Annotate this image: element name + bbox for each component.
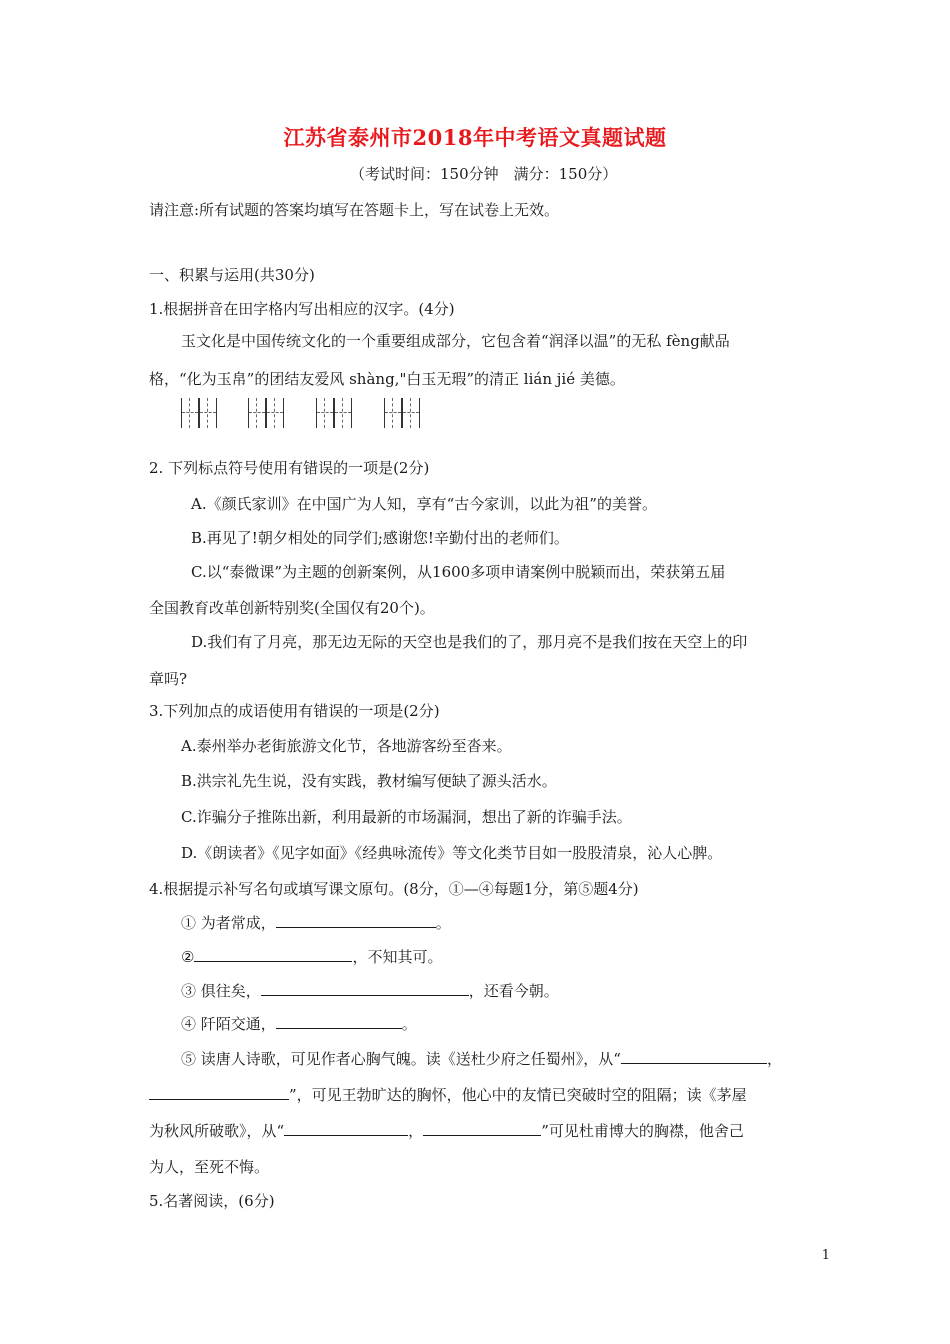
answer-blank[interactable]	[149, 1085, 289, 1100]
q4-item-2: ② ，不知其可。	[181, 948, 443, 966]
q5-stem: 5.名著阅读，(6分)	[149, 1192, 275, 1210]
q4-stem: 4.根据提示补写名句或填写课文原句。(8分，①—④每题1分，第⑤题4分)	[149, 880, 639, 898]
answer-blank[interactable]	[194, 947, 352, 962]
answer-blank[interactable]	[621, 1049, 767, 1064]
q1-stem: 1.根据拼音在田字格内写出相应的汉字。(4分)	[149, 300, 455, 318]
notice: 请注意:所有试题的答案均填写在答题卡上，写在试卷上无效。	[149, 201, 560, 219]
tianzige-box-1[interactable]	[181, 398, 218, 430]
q2-option-a: A.《颜氏家训》在中国广为人知，享有“古今家训，以此为祖”的美誉。	[191, 495, 657, 513]
answer-blank[interactable]	[423, 1121, 541, 1136]
q2-option-d-line-1: D.我们有了月亮，那无边无际的天空也是我们的了，那月亮不是我们按在天空上的印	[191, 633, 748, 651]
answer-blank[interactable]	[284, 1121, 408, 1136]
q4-item-3: ③ 俱往矣， ，还看今朝。	[181, 982, 559, 1000]
q1-text-line-1: 玉文化是中国传统文化的一个重要组成部分，它包含着“润泽以温”的无私 fèng献品	[181, 332, 730, 350]
q3-stem: 3.下列加点的成语使用有错误的一项是(2分)	[149, 702, 440, 720]
tianzige-box-2[interactable]	[248, 398, 285, 430]
answer-blank[interactable]	[276, 1014, 402, 1029]
q2-option-c-line-2: 全国教育改革创新特别奖(全国仅有20个)。	[149, 599, 435, 617]
q3-option-c: C.诈骗分子推陈出新，利用最新的市场漏洞，想出了新的诈骗手法。	[181, 808, 632, 826]
page-title: 江苏省泰州市2018年中考语文真题试题	[283, 125, 667, 150]
tianzige-box-3[interactable]	[316, 398, 353, 430]
q2-option-b: B.再见了!朝夕相处的同学们;感谢您!辛勤付出的老师们。	[191, 529, 569, 547]
answer-blank[interactable]	[261, 981, 469, 996]
q1-text-line-2: 格，“化为玉帛”的团结友爱风 shàng,"白玉无瑕”的清正 lián jié 美德。	[149, 370, 625, 388]
q4-item-4: ④ 阡陌交通， 。	[181, 1015, 417, 1033]
q3-option-d: D.《朗读者》《见字如面》《经典咏流传》等文化类节目如一股股清泉，沁人心脾。	[181, 844, 723, 862]
q4-item-5-line-2: ”，可见王勃旷达的胸怀，他心中的友情已突破时空的阻隔；读《茅屋	[149, 1084, 747, 1105]
tianzige-box-4[interactable]	[384, 398, 421, 430]
page-number: 1	[821, 1248, 830, 1263]
exam-info: （考试时间：150分钟 满分：150分）	[350, 165, 618, 183]
q2-option-d-line-2: 章吗?	[149, 670, 188, 688]
answer-blank[interactable]	[276, 913, 436, 928]
q4-item-5-line-4: 为人，至死不悔。	[149, 1158, 270, 1176]
q4-item-5-line-1: ⑤ 读唐人诗歌，可见作者心胸气魄。读《送杜少府之任蜀州》，从“ ，	[181, 1050, 782, 1068]
q4-item-5-line-3: 为秋风所破歌》，从“ ， ”可见杜甫博大的胸襟，他舍己	[149, 1122, 744, 1140]
q3-option-a: A.泰州举办老街旅游文化节，各地游客纷至沓来。	[181, 737, 512, 755]
q3-option-b: B.洪宗礼先生说，没有实践，教材编写便缺了源头活水。	[181, 772, 557, 790]
section-heading: 一、积累与运用(共30分)	[149, 266, 315, 284]
q4-item-1: ① 为者常成， 。	[181, 914, 451, 932]
q2-stem: 2. 下列标点符号使用有错误的一项是(2分)	[149, 459, 430, 477]
q2-option-c-line-1: C.以“泰微课”为主题的创新案例，从1600多项申请案例中脱颖而出，荣获第五届	[191, 563, 726, 581]
